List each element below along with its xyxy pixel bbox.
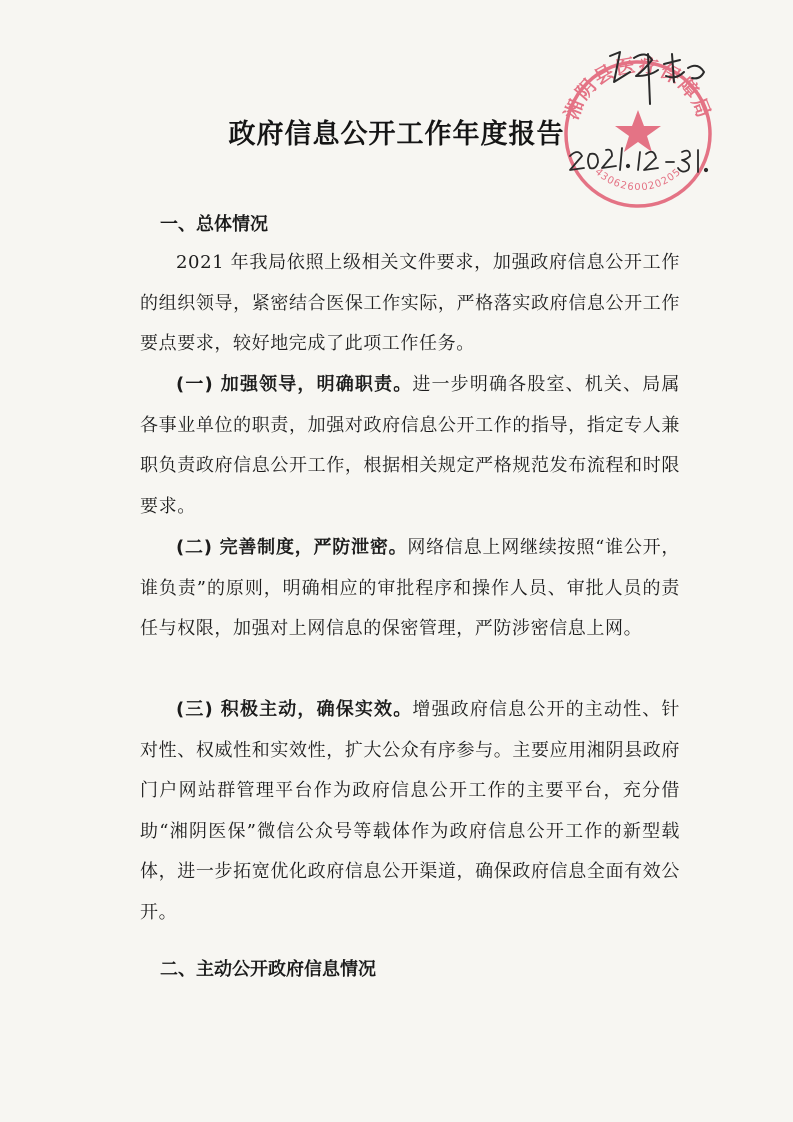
item-3-text: 增强政府信息公开的主动性、针对性、权威性和实效性，扩大公众有序参与。主要应用湘阴县政府门户网站群管理平台作为政府信息公开工作的主要平台，充分借助“湘阴医保”微信公众号等载体作为政府信息公开工作的新型载体，进一步拓宽优化政府信息公开渠道，确保政府信息全面有效公开。	[140, 699, 680, 923]
official-seal-icon	[548, 42, 748, 212]
section-1-item-2	[140, 528, 680, 650]
item-2-text: 网络信息上网继续按照“谁公开，谁负责”的原则，明确相应的审批程序和操作人员、审批人员的责任与权限，加强对上网信息的保密管理，严防涉密信息上网。	[140, 537, 680, 639]
svg-text:4306260020205: 4306260020205	[592, 166, 684, 194]
item-2-lead: (二) 完善制度，严防泄密。	[176, 537, 408, 558]
svg-text:湘阴县医疗保障局: 湘阴县医疗保障局	[560, 54, 716, 123]
section-2-heading: 二、主动公开政府信息情况	[160, 959, 376, 980]
section-1-item-1	[140, 365, 680, 527]
item-3-lead: (三) 积极主动，确保实效。	[176, 699, 413, 720]
item-1-lead: (一) 加强领导，明确职责。	[176, 374, 413, 395]
document-title: 政府信息公开工作年度报告	[228, 119, 565, 150]
item-1-text: 进一步明确各股室、机关、局属各事业单位的职责，加强对政府信息公开工作的指导，指定专人兼职负责政府信息公开工作，根据相关规定严格规范发布流程和时限要求。	[140, 374, 680, 517]
section-1-item-3	[140, 690, 680, 933]
section-1-intro: 2021 年我局依照上级相关文件要求，加强政府信息公开工作的组织领导，紧密结合医保工作实际，严格落实政府信息公开工作要点要求，较好地完成了此项工作任务。	[140, 252, 680, 354]
section-1-heading: 一、总体情况	[160, 214, 268, 235]
